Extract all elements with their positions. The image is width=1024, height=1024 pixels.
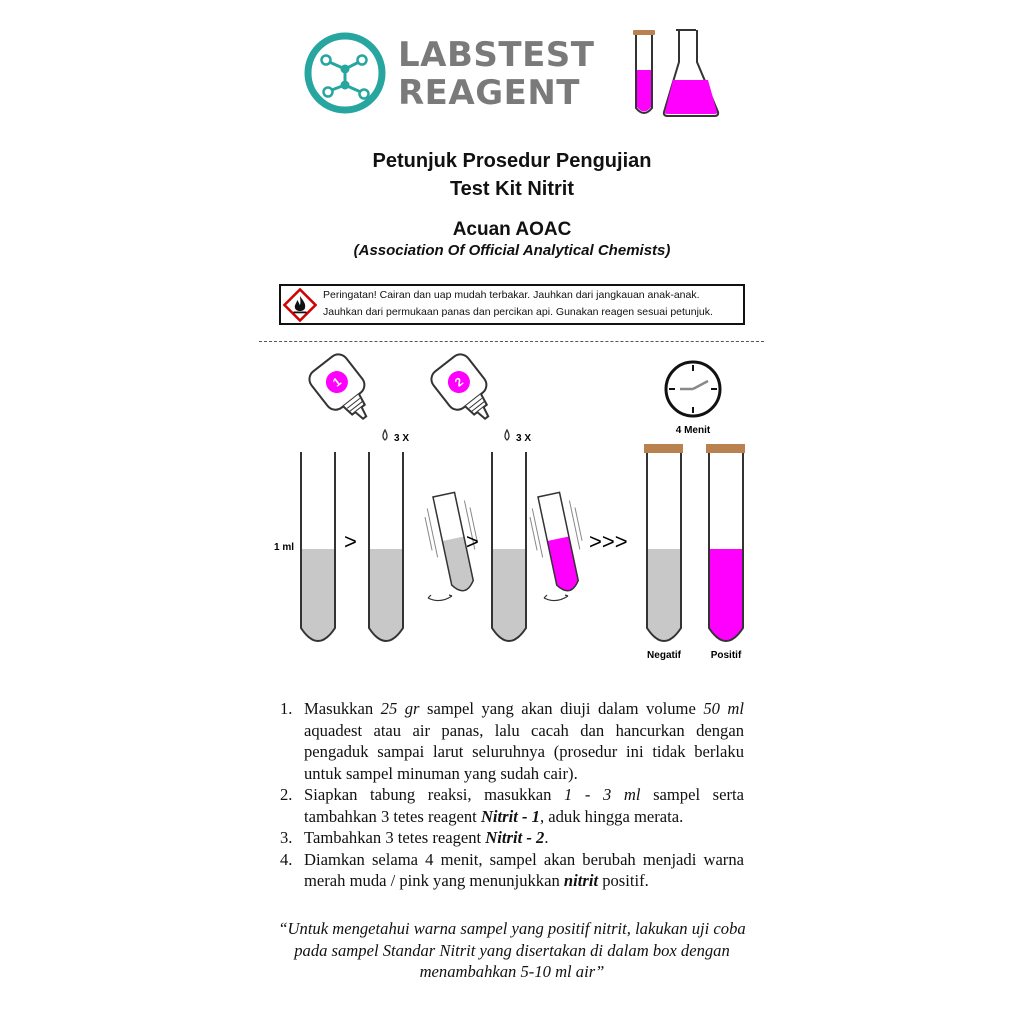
drops-label-2: 3 X <box>516 433 532 444</box>
note-quote: “Untuk mengetahui warna sampel yang positif nitrit, lakukan uji coba pada sampel Standar Nitrit yang disertakan di dalam box dengan menambahkan 5-10 ml air” <box>278 919 746 981</box>
reagent-bottle-2 <box>427 352 504 431</box>
warning-text-line-1: Peringatan! Cairan dan uap mudah terbakar. Jauhkan dari jangkauan anak-anak. <box>323 289 700 301</box>
clock-icon <box>666 362 720 416</box>
step-item: 3. Tambahkan 3 tetes reagent Nitrit - 2. <box>280 828 549 847</box>
reagent-bottle-1 <box>305 352 382 431</box>
procedure-steps <box>280 698 744 892</box>
flammable-hazard-icon <box>283 288 317 322</box>
molecule-logo-icon <box>303 31 387 115</box>
step-arrow-3: >>> <box>589 529 628 554</box>
title-line-2: Test Kit Nitrit <box>449 178 575 200</box>
divider <box>259 341 764 342</box>
test-tube-reagent-2 <box>492 452 526 641</box>
test-tube-negative <box>644 444 683 641</box>
timer-label: 4 Menit <box>675 425 711 436</box>
brand-line-1: LABSTEST <box>398 35 595 75</box>
step-arrow-1: > <box>344 529 357 554</box>
volume-label: 1 ml <box>274 542 295 553</box>
drops-label-1: 3 X <box>394 433 410 444</box>
brand-line-2: REAGENT <box>398 73 580 113</box>
negative-label: Negatif <box>647 650 681 661</box>
reference-title: Acuan AOAC <box>452 219 572 240</box>
step-item: 4. Diamkan selama 4 menit, sampel akan berubah menjadi warna merah muda / pink yang menunjukkan nitrit positif. <box>280 849 744 890</box>
title-line-1: Petunjuk Prosedur Pengujian <box>372 150 652 172</box>
reference-full-name: (Association Of Official Analytical Chemists) <box>353 242 671 259</box>
procedure-diagram <box>240 352 780 672</box>
step-item: 1. Masukkan 25 gr sampel yang akan diuji dalam volume 50 ml aquadest atau air panas, lalu cacah dan hancurkan dengan pengaduk sampai larut seluruhnya (prosedur ini tidak berlaku untuk sampel minuman yang sudah cair). <box>280 699 745 783</box>
bottle-2-number: 2 <box>451 374 466 390</box>
test-tube-positive <box>706 444 745 641</box>
test-tube-and-flask-icon <box>626 28 726 120</box>
brand-name <box>398 36 594 112</box>
test-tube-sample <box>301 452 335 641</box>
warning-text-line-2: Jauhkan dari permukaan panas dan percikan api. Gunakan reagen sesuai petunjuk. <box>323 306 713 318</box>
step-arrow-2: > <box>466 529 479 554</box>
positive-label: Positif <box>710 650 742 661</box>
step-item: 2. Siapkan tabung reaksi, masukkan 1 - 3 ml sampel serta tambahkan 3 tetes reagent Nitrit - 1, aduk hingga merata. <box>280 785 744 826</box>
bottle-1-number: 1 <box>329 374 344 390</box>
test-tube-reagent-1 <box>369 452 403 641</box>
shaking-tube-2 <box>526 490 591 595</box>
